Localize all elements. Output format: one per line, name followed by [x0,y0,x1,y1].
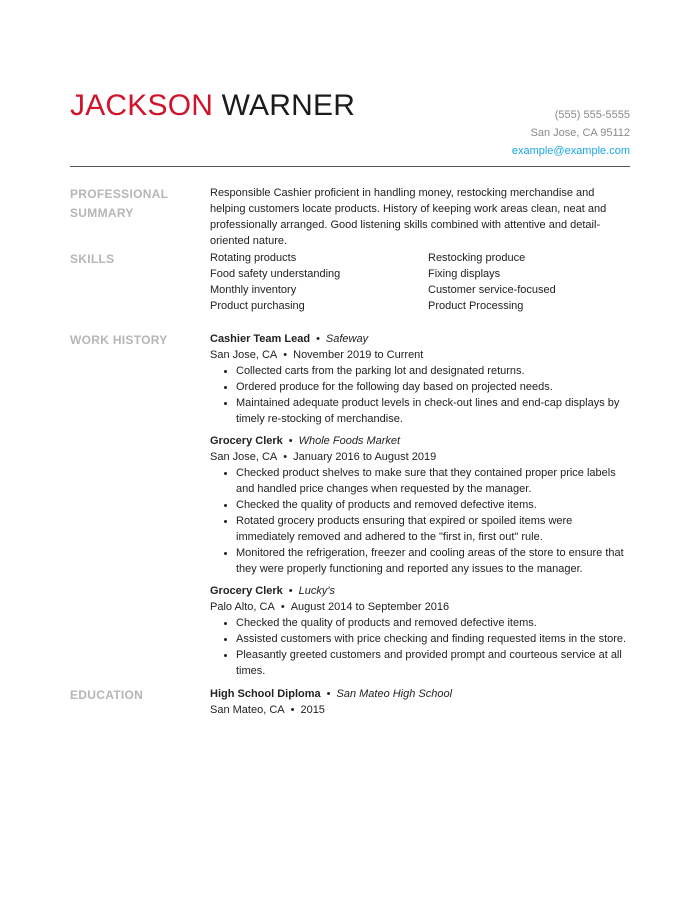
section-title-education: EDUCATION [70,688,144,702]
separator: • [288,585,293,597]
separator: • [326,688,331,700]
job-meta [210,347,630,363]
section-title-skills: SKILLS [70,252,115,266]
education-entry [210,686,630,718]
job-company: Safeway [325,333,369,345]
job-bullet: • Checked the quality of products and removed defective items. [236,615,630,631]
job-title: Grocery Clerk [210,435,283,447]
separator: • [290,704,295,716]
job-bullet: • Checked product shelves to make sure that they contained proper price labels and handled price changes when requested by the manager. [236,465,630,497]
degree: High School Diploma [210,688,321,700]
job-company: Lucky's [298,585,335,597]
skill-item: Product purchasing [210,300,305,312]
candidate-name [70,88,355,124]
skill-item: Food safety understanding [210,268,341,280]
education-year: 2015 [300,704,325,716]
last-name: WARNER [221,89,356,122]
job-bullet: • Collected carts from the parking lot and designated returns. [236,363,630,379]
skill-item: Monthly inventory [210,284,297,296]
section-title-work: WORK HISTORY [70,333,168,347]
job-bullet: • Pleasantly greeted customers and provided prompt and courteous service at all times. [236,647,630,679]
job-bullet: • Checked the quality of products and removed defective items. [236,497,630,513]
education-title-line [210,686,630,702]
email-link[interactable]: example@example.com [511,145,630,157]
separator: • [283,451,288,463]
job-dates: August 2014 to September 2016 [290,601,450,613]
skills-list [210,250,630,314]
skill-item: Product Processing [428,300,524,312]
skill-item: Customer service-focused [428,284,556,296]
separator: • [316,333,320,345]
job-title-line [210,583,630,599]
job-entry [210,331,630,427]
address: San Jose, CA 95112 [530,127,630,139]
job-bullet: • Ordered produce for the following day based on projected needs. [236,379,630,395]
separator: • [288,435,293,447]
separator: • [283,349,288,361]
job-location: Palo Alto, CA [210,601,275,613]
skill-item: Rotating products [210,252,297,264]
school-name: San Mateo High School [336,688,453,700]
education-block [210,686,630,724]
job-dates: January 2016 to August 2019 [293,451,437,463]
job-entry [210,583,630,679]
job-bullets [210,615,630,679]
job-title: Grocery Clerk [210,585,283,597]
separator: • [280,601,285,613]
job-location: San Jose, CA [210,349,278,361]
job-bullet: • Maintained adequate product levels in check-out lines and end-cap displays by timely re-stocking of merchandise. [236,395,630,427]
job-location: San Jose, CA [210,451,278,463]
job-bullet: • Monitored the refrigeration, freezer and cooling areas of the store to ensure that they were properly functioning and reported any issues to the manager. [236,545,630,577]
job-entry [210,433,630,577]
header-divider [70,166,630,167]
summary-block [210,185,630,249]
phone-number: (555) 555-5555 [554,109,630,121]
job-title: Cashier Team Lead [210,333,311,345]
job-bullet: • Assisted customers with price checking and finding requested items in the store. [236,631,630,647]
summary-text: Responsible Cashier proficient in handling money, restocking merchandise and helping customers locate products. History of keeping work areas clean, neat and professionally arranged. Good listening skills combined with attentive and detail-oriented nature. [210,187,607,247]
work-history [210,331,630,685]
education-meta [210,702,630,718]
section-title-summary: PROFESSIONAL SUMMARY [70,187,169,220]
job-company: Whole Foods Market [298,435,401,447]
education-location: San Mateo, CA [210,704,285,716]
first-name: JACKSON [70,89,214,122]
skill-item: Restocking produce [428,252,526,264]
job-title-line [210,433,630,449]
contact-block [512,106,630,160]
job-meta [210,449,630,465]
skill-item: Fixing displays [428,268,501,280]
job-title-line [210,331,630,347]
job-meta [210,599,630,615]
job-bullet: • Rotated grocery products ensuring that expired or spoiled items were immediately removed and adhered to the "first in, first out" rule. [236,513,630,545]
job-bullets [210,465,630,577]
job-bullets [210,363,630,427]
job-dates: November 2019 to Current [293,349,424,361]
